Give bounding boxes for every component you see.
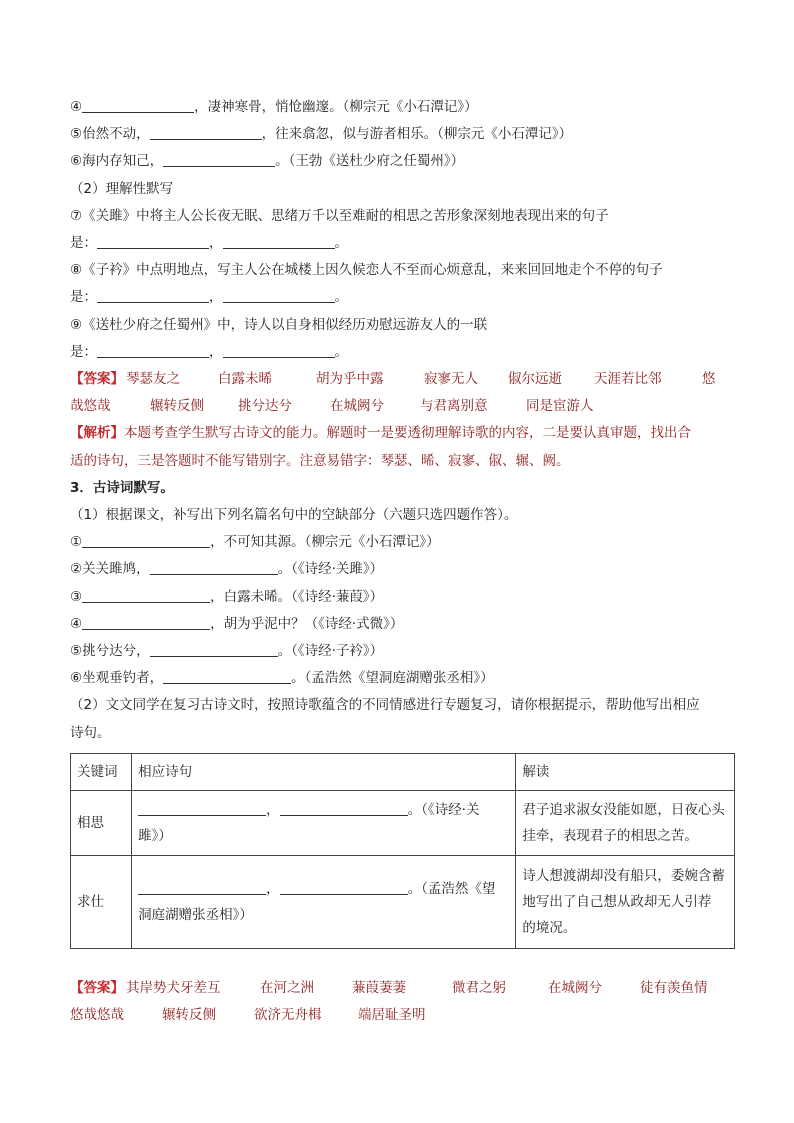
- line-4: [70, 94, 730, 121]
- text: ④: [70, 615, 83, 632]
- question-3-title: 3．古诗词默写。: [70, 479, 174, 496]
- answer-blank[interactable]: [223, 288, 335, 303]
- answer-item: 辗转反侧: [150, 398, 204, 415]
- answer-item: 白露未晞: [218, 371, 272, 388]
- answer-blank[interactable]: [150, 642, 278, 657]
- answer-blank[interactable]: [150, 125, 262, 140]
- text: 。（《诗经·关雎》）: [277, 561, 384, 578]
- verse-cell: [132, 855, 516, 948]
- text: 。（孟浩然《望洞庭湖赠张丞相》）: [291, 670, 494, 687]
- answer-blank[interactable]: [97, 234, 209, 249]
- answer-blank[interactable]: [138, 801, 266, 816]
- answer-item: 寂寥无人: [424, 371, 478, 388]
- answer-item: 胡为乎中露: [316, 371, 384, 388]
- table-header-cell: 关键词: [71, 753, 132, 790]
- answer-blank[interactable]: [97, 343, 209, 358]
- text: ④: [70, 99, 83, 115]
- answer-item: 挑兮达兮: [238, 398, 292, 415]
- analysis-label: 【解析】: [70, 425, 124, 442]
- q3-item-2: [70, 556, 730, 583]
- answer-item: 端居耻圣明: [358, 1007, 426, 1024]
- answer-block-2-line-2: [70, 1002, 730, 1029]
- answer-item: 在河之洲: [260, 979, 314, 996]
- text: ③: [70, 588, 83, 605]
- text: 。（《诗经·关: [407, 801, 480, 818]
- answer-label: 【答案】: [70, 979, 124, 996]
- answer-blank[interactable]: [82, 588, 210, 603]
- answer-blank[interactable]: [280, 880, 408, 895]
- table-header-cell: 解读: [516, 753, 735, 790]
- text: ⑥坐观垂钓者，: [70, 670, 164, 687]
- answer-item: 天涯若比邻: [594, 371, 662, 388]
- text: 的境况。: [522, 919, 577, 936]
- answer-item: 琴瑟友之: [126, 371, 180, 388]
- question-3-sub1: （1）根据课文，补写出下列名篇名句中的空缺部分（六题只选四题作答）。: [70, 507, 518, 524]
- table-header-cell: 相应诗句: [132, 753, 516, 790]
- table-header-row: [71, 753, 735, 790]
- text: ，: [209, 343, 223, 360]
- q3-item-3: [70, 584, 730, 611]
- text: ①: [70, 534, 83, 551]
- text: ，: [266, 880, 280, 897]
- answer-item: 蒹葭萋萋: [352, 979, 406, 996]
- text: ⑤挑兮达兮，: [70, 643, 150, 660]
- analysis-text: 本题考查学生默写古诗文的能力。解题时一是要透彻理解诗歌的内容，二是要认真审题，找出合: [124, 425, 691, 442]
- answer-item: 同是宦游人: [526, 398, 594, 415]
- answer-blank[interactable]: [223, 343, 335, 358]
- text: ②关关雎鸠，: [70, 561, 150, 578]
- answer-blank[interactable]: [163, 152, 275, 167]
- answer-item: 俶尔远逝: [508, 371, 562, 388]
- keyword-table: [70, 753, 735, 949]
- text: 洞庭湖赠张丞相》）: [138, 906, 253, 923]
- interpretation-cell: [516, 855, 735, 948]
- text: 挂牵，表现君子的相思之苦。: [522, 827, 698, 844]
- text: 是：: [70, 289, 97, 306]
- analysis-line-2: 适的诗句，三是答题时不能写错别字。注意易错字：琴瑟、晞、寂寥、俶、辗、阙。: [70, 452, 570, 469]
- table-row: [71, 790, 735, 855]
- text: 。（孟浩然《望: [407, 880, 496, 897]
- text: ，往来翕忽，似与游者相乐。（柳宗元《小石潭记》）: [261, 126, 573, 143]
- answer-label: 【答案】: [70, 371, 124, 388]
- answer-item: 在城阙兮: [330, 398, 384, 415]
- answer-blank[interactable]: [223, 234, 335, 249]
- table-row: [71, 855, 735, 948]
- line-5: [70, 121, 730, 148]
- question-3-sub2: （2）文文同学在复习古诗文时，按照诗歌蕴含的不同情感进行专题复习，请你根据提示，帮助他写出相应: [70, 697, 700, 714]
- answer-item: 欲济无舟楫: [254, 1007, 322, 1024]
- interpretation-cell: [516, 790, 735, 855]
- text: ⑥海内存知己，: [70, 153, 164, 170]
- answer-block-1-line-2: [70, 393, 730, 420]
- q3-item-1: [70, 529, 730, 556]
- content: [70, 94, 730, 1029]
- keyword-cell: 求仕: [71, 855, 132, 948]
- text: 。（王勃《送杜少府之任蜀州》）: [275, 153, 465, 170]
- answer-item: 哉悠哉: [70, 398, 111, 415]
- question-8: ⑧《子衿》中点明地点，写主人公在城楼上因久候恋人不至而心烦意乱，来来回回地走个不停的句子: [70, 262, 663, 279]
- answer-block-2: [70, 975, 730, 1002]
- answer-blank[interactable]: [82, 615, 210, 630]
- answer-line-7: [70, 230, 730, 257]
- question-7: ⑦《关雎》中将主人公长夜无眠、思绪万千以至难耐的相思之苦形象深刻地表现出来的句子: [70, 207, 609, 224]
- answer-blank[interactable]: [82, 533, 210, 548]
- question-9: ⑨《送杜少府之任蜀州》中，诗人以自身相似经历劝慰远游友人的一联: [70, 316, 488, 333]
- answer-line-8: [70, 284, 730, 311]
- text: ，: [209, 289, 223, 306]
- answer-blank[interactable]: [150, 560, 278, 575]
- text: 是：: [70, 235, 97, 252]
- keyword-cell: 相思: [71, 790, 132, 855]
- section-heading: （2）理解性默写: [70, 180, 174, 197]
- verse-cell: [132, 790, 516, 855]
- text: 地写出了自己想从政却无人引荐: [522, 893, 712, 910]
- q3-item-5: [70, 638, 730, 665]
- text: 诗人想渡湖却没有船只，委婉含蓄: [522, 867, 725, 884]
- answer-blank[interactable]: [82, 98, 194, 113]
- text: 君子追求淑女没能如愿，日夜心头: [522, 801, 725, 818]
- text: ⑤佁然不动，: [70, 126, 150, 143]
- text: 。: [334, 289, 348, 306]
- answer-blank[interactable]: [163, 669, 291, 684]
- question-3-sub2-cont: 诗句。: [70, 724, 111, 741]
- text: 。（《诗经·子衿》）: [277, 643, 384, 660]
- analysis-line-1: [70, 420, 730, 447]
- answer-block-1: [70, 366, 730, 393]
- answer-blank[interactable]: [280, 801, 408, 816]
- answer-item: 悠: [702, 371, 716, 388]
- text: 。: [334, 235, 348, 252]
- line-6: [70, 148, 730, 175]
- answer-item: 徒有羡鱼情: [640, 979, 708, 996]
- text: ，不可知其源。（柳宗元《小石潭记》）: [210, 534, 440, 551]
- text: ，胡为乎泥中？（《诗经·式微》）: [210, 615, 404, 632]
- text: 是：: [70, 343, 97, 360]
- answer-item: 辗转反侧: [162, 1007, 216, 1024]
- text: 雎》）: [138, 827, 172, 844]
- answer-blank[interactable]: [97, 288, 209, 303]
- answer-item: 在城阙兮: [548, 979, 602, 996]
- answer-line-9: [70, 339, 730, 366]
- q3-item-4: [70, 611, 730, 638]
- text: ，凄神寒骨，悄怆幽邃。（柳宗元《小石潭记》）: [194, 99, 478, 115]
- answer-blank[interactable]: [138, 880, 266, 895]
- text: ，白露未晞。（《诗经·蒹葭》）: [210, 588, 384, 605]
- answer-item: 微君之躬: [452, 979, 506, 996]
- answer-item: 与君离别意: [420, 398, 488, 415]
- q3-item-6: [70, 665, 730, 692]
- text: 。: [334, 343, 348, 360]
- text: ，: [209, 235, 223, 252]
- answer-item: 悠哉悠哉: [70, 1007, 124, 1024]
- text: ，: [266, 801, 280, 818]
- answer-item: 其岸势犬牙差互: [126, 979, 221, 996]
